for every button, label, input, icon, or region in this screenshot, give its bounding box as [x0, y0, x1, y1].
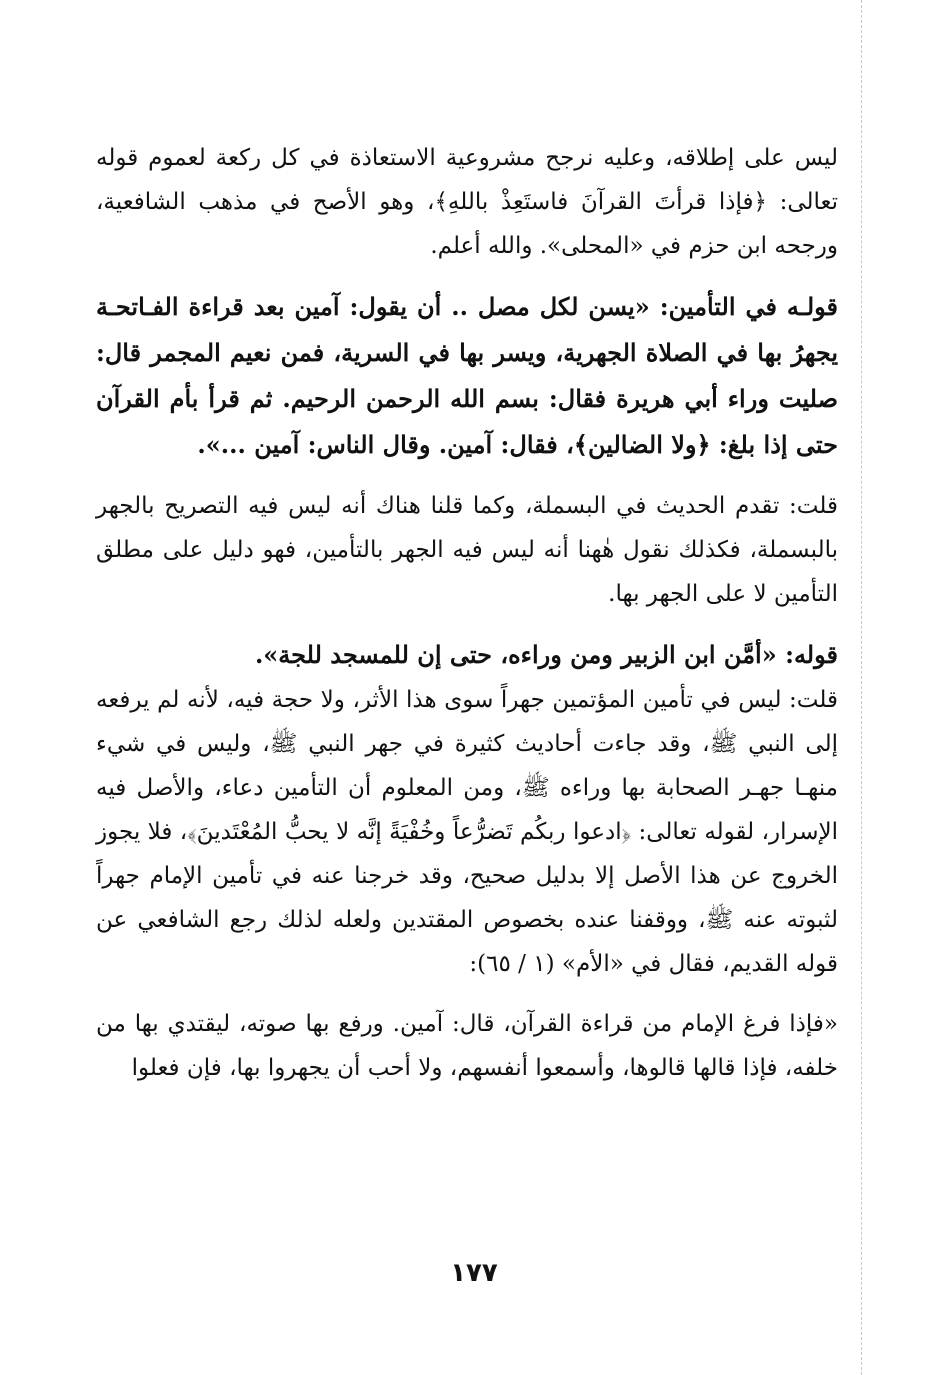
paragraph-comment-basmala: قلت: تقدم الحديث في البسملة، وكما قلنا هناك أنه ليس فيه التصريح بالجهر بالبسملة، فكذلك نقول هٰهنا أنه ليس فيه الجهر بالتأمين، فهو دليل على مطلق التأمين لا على الجهر بها. — [96, 493, 838, 607]
body-text — [96, 136, 838, 1090]
paragraph-istiadha: ليس على إطلاقه، وعليه نرجح مشروعية الاستعاذة في كل ركعة لعموم قوله تعالى: ﴿فإذا قرأتَ القرآنَ فاستَعِذْ باللهِ﴾، وهو الأصح في مذهب الشافعية، ورجحه ابن حزم في «المحلى». والله أعلم. — [96, 145, 838, 259]
paragraph-comment-mutamin: قلت: ليس في تأمين المؤتمين جهراً سوى هذا الأثر، ولا حجة فيه، لأنه لم يرفعه إلى النبي ﷺ، وقد جاءت أحاديث كثيرة في جهر النبي ﷺ، وليس في شيء منهـا جهـر الصحابة بها وراءه ﷺ، ومن المعلوم أن التأمين دعاء، والأصل فيه الإسرار، لقوله تعالى: ﴿ادعوا ربكُم تَضرُّعاً وخُفْيَةً إنَّه لا يحبُّ المُعْتَدينَ﴾، فلا يجوز الخروج عن هذا الأصل إلا بدليل صحيح، وقد خرجنا عنه في تأمين الإمام جهراً لثبوته عنه ﷺ، ووقفنا عنده بخصوص المقتدين ولعله لذلك رجع الشافعي عن قوله القديم، فقال في «الأم» (١ / ٦٥): — [96, 687, 838, 977]
page-number: ١٧٧ — [450, 1258, 498, 1288]
paragraph-quote-umm: «فإذا فرغ الإمام من قراءة القرآن، قال: آمين. ورفع بها صوته، ليقتدي بها من خلفه، فإذا قالها قالوها، وأسمعوا أنفسهم، ولا أحب أن يجهروا بها، فإن فعلوا — [96, 1011, 838, 1081]
paragraph-quote-ibn-zubair: قوله: «أمَّن ابن الزبير ومن وراءه، حتى إن للمسجد للجة». — [254, 640, 838, 669]
paragraph-quote-tamin: قولـه في التأمين: «يسن لكل مصل .. أن يقول: آمين بعد قراءة الفـاتحـة يجهرُ بها في الصلاة الجهرية، ويسر بها في السرية، فمن نعيم المجمر قال: صليت وراء أبي هريرة فقال: بسم الله الرحمن الرحيم. ثم قرأ بأم القرآن حتى إذا بلغ: ﴿ولا الضالين﴾، فقال: آمين. وقال الناس: آمين ...». — [96, 292, 838, 459]
page-edge-line — [861, 0, 862, 1375]
